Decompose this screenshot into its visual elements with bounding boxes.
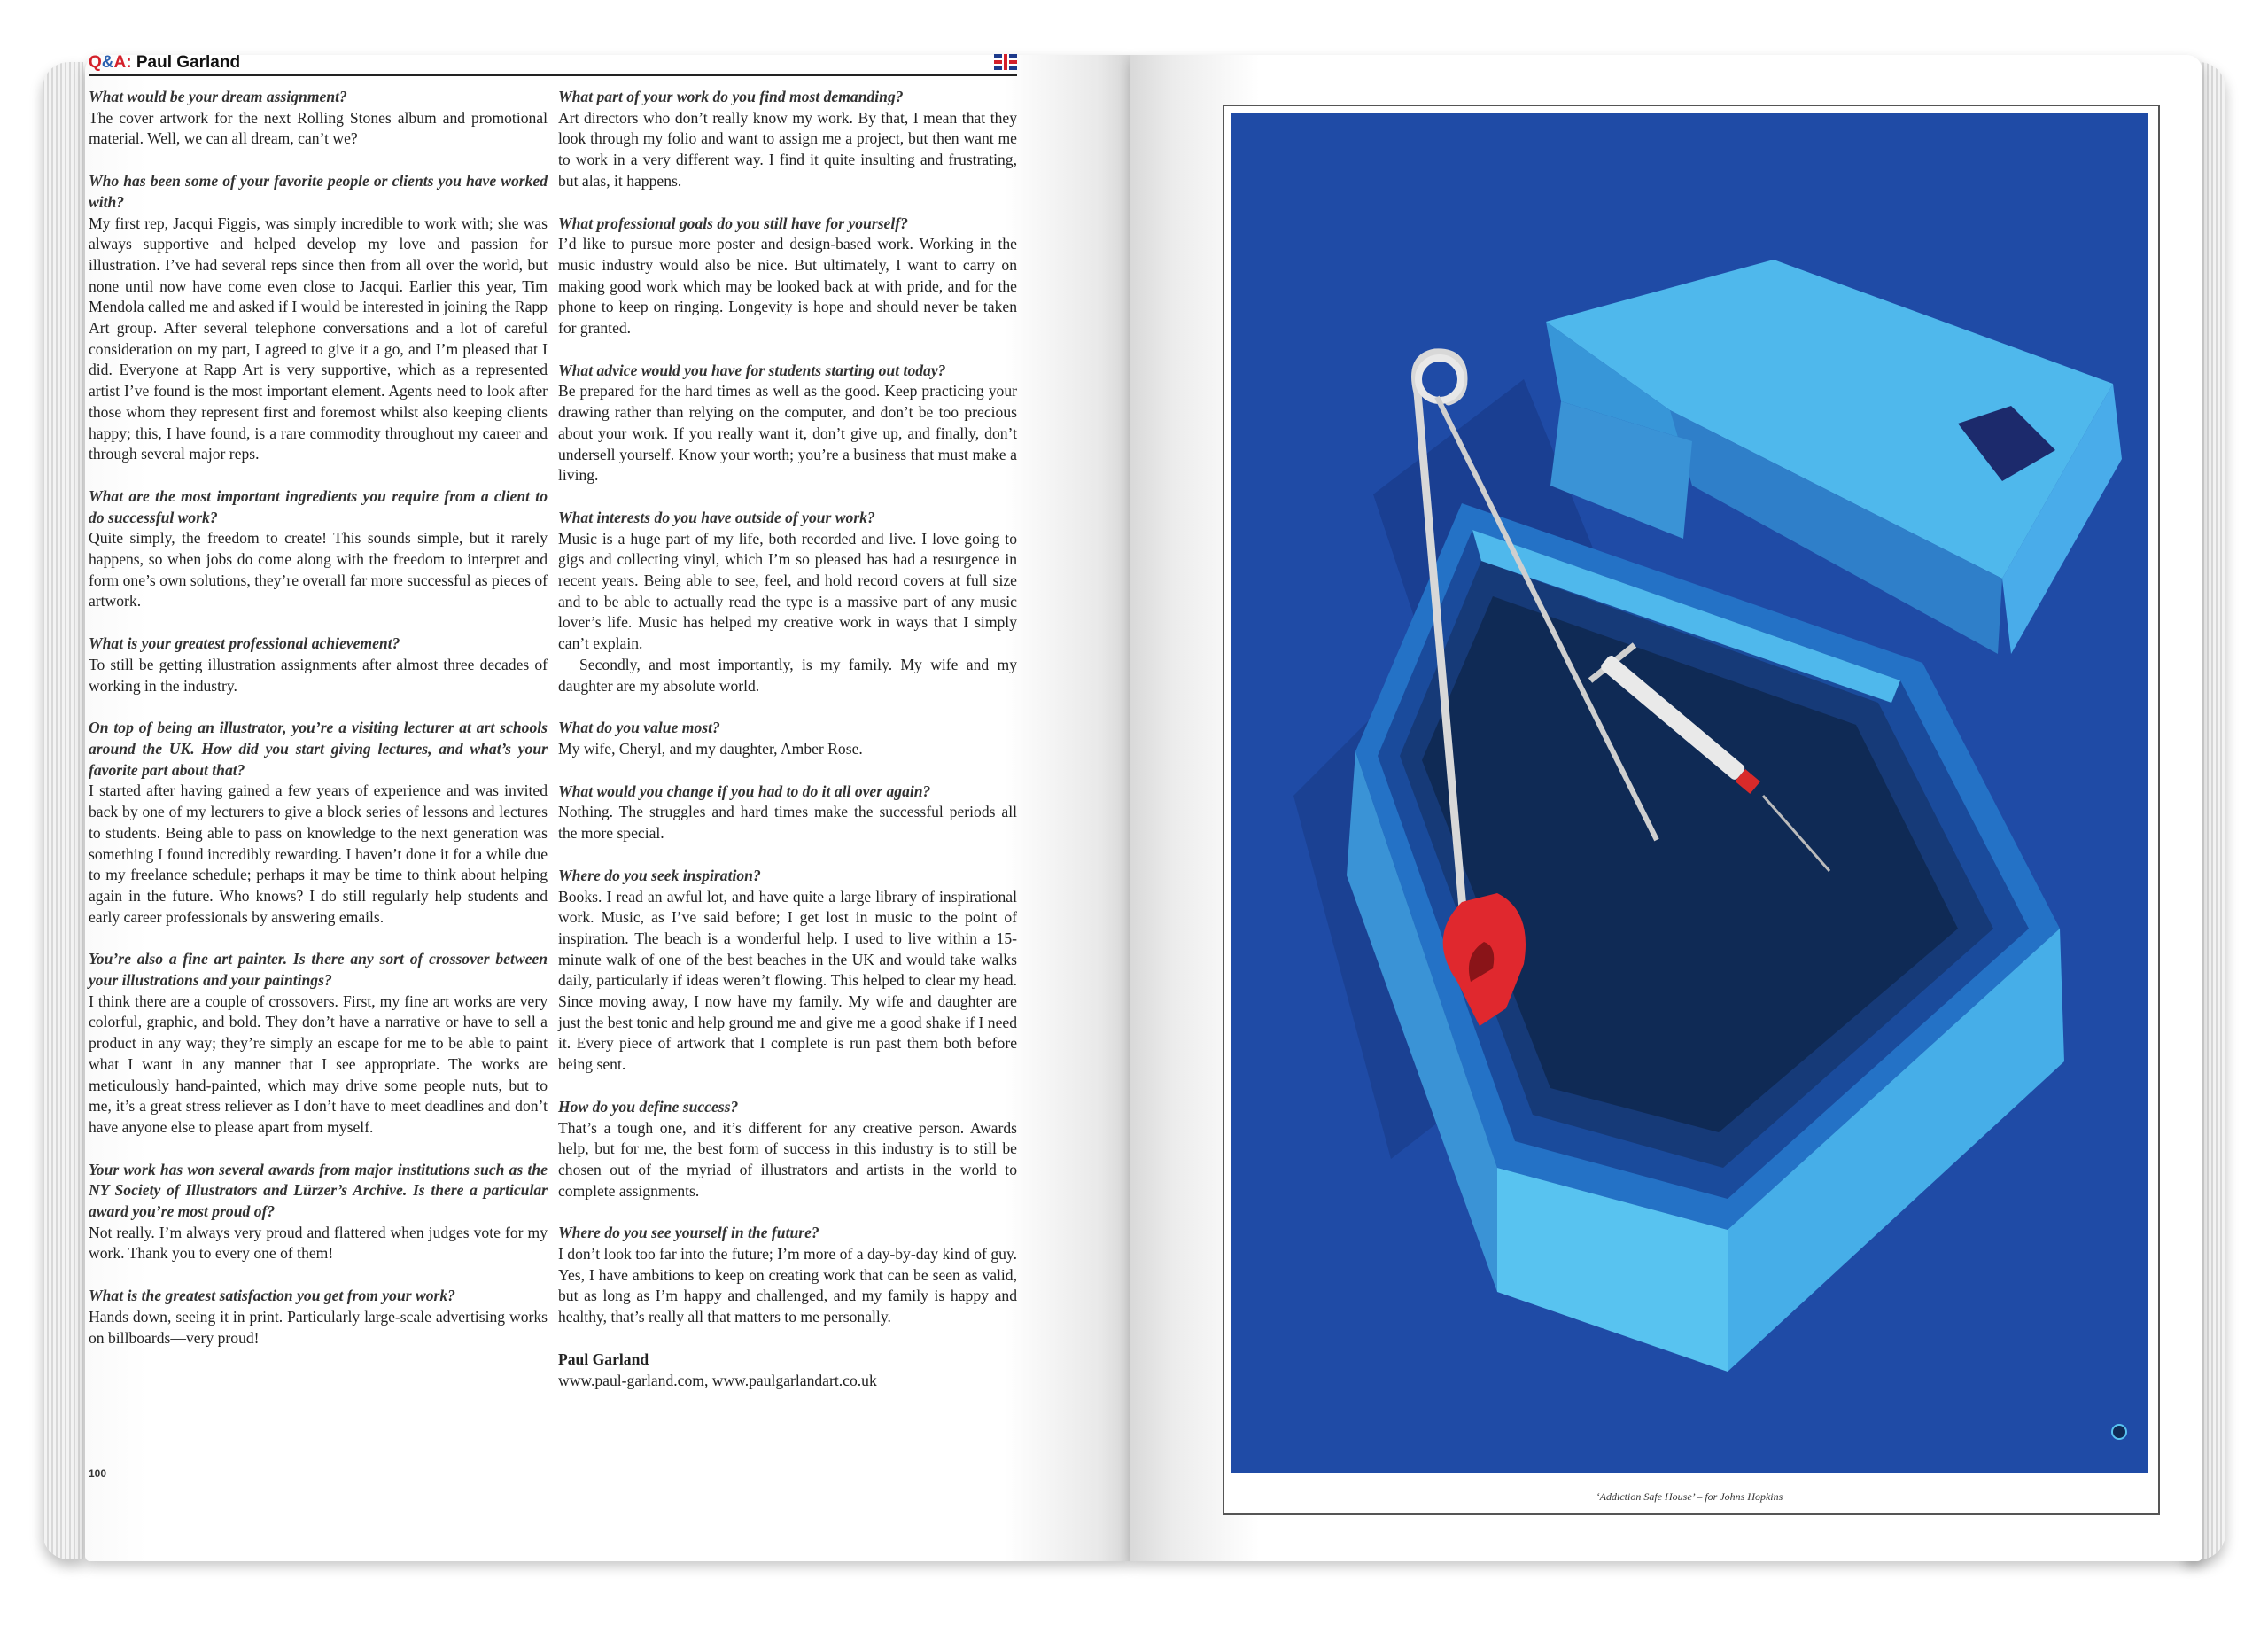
artist-signature-mark — [2112, 1425, 2126, 1439]
answer: Quite simply, the freedom to create! This sounds simple, but it rarely happens, so when jobs do come along with the freedom to interpret and form one’s own solutions, they’re overall far more successful as pieces of artwork. — [89, 529, 548, 610]
interview-column-right — [558, 87, 1017, 1412]
answer: Art directors who don’t really know my work. By that, I mean that they look through my folio and want to assign me a project, but then want me to work in a very different way. I find it quite insulting and frustrating, but alas, it happens. — [558, 108, 1017, 190]
answer: I’d like to pursue more poster and design-based work. Working in the music industry would also be nice. But ultimately, I want to carry on making good work which may be looked back at with pride, and for the phone to keep on ringing. Longevity is hope and should never be taken for granted. — [558, 235, 1017, 338]
qa-block — [89, 486, 548, 612]
question: Where do you seek inspiration? — [558, 866, 761, 884]
uk-flag-icon — [994, 54, 1017, 70]
qa-block — [558, 866, 1017, 1076]
qa-block — [558, 1223, 1017, 1328]
question: What are the most important ingredients you require from a client to do successful work? — [89, 486, 548, 526]
answer: My wife, Cheryl, and my daughter, Amber Rose. — [558, 739, 863, 758]
question: What advice would you have for students starting out today? — [558, 361, 946, 379]
author-website: www.paul-garland.com, www.paulgarlandart.co.uk — [558, 1371, 877, 1389]
qa-block — [558, 781, 1017, 844]
interview-column-left — [89, 87, 548, 1370]
qa-block — [89, 171, 548, 465]
qa-block — [558, 508, 1017, 696]
qa-block — [558, 718, 1017, 759]
question: What do you value most? — [558, 719, 720, 737]
question: What would be your dream assignment? — [89, 88, 347, 105]
qa-block — [89, 949, 548, 1138]
answer-continued: Secondly, and most importantly, is my family. My wife and my daughter are my absolute world. — [558, 655, 1017, 695]
answer: I started after having gained a few years of experience and was invited back by one of my lecturers to give a block series of lessons and lectures to students. Being able to pass on knowledge to the next generation was something I found incredibly rewarding. I haven’t done it for a while due to my freelance schedule; perhaps it may be time to think about helping again in the future. Who knows? I do still regularly help students and early career professionals by answering emails. — [89, 781, 548, 926]
question: What is your greatest professional achievement? — [89, 634, 400, 653]
qa-block — [558, 361, 1017, 486]
question: On top of being an illustrator, you’re a visiting lecturer at art schools around the UK. How did you start giving lectures, and what’s your favorite part about that? — [89, 719, 548, 779]
article-header — [89, 53, 1017, 76]
answer: Not really. I’m always very proud and flattered when judges vote for my work. Thank you to every one of them! — [89, 1223, 548, 1263]
question: What part of your work do you find most demanding? — [558, 88, 904, 105]
answer: Books. I read an awful lot, and have quite a large library of inspirational work. Music, as I’ve said before; I get lost in music to the point of inspiration. The beach is a wonderful help. I used to live within a 15-minute walk of one of the best beaches in the UK and would take walks daily, particularly if ideas weren’t flowing. This helped to clear my head. Since moving away, I now have my family. My wife and daughter are just the best tonic and help ground me and give me a good shake if I need it. Every piece of artwork that I complete is run past them both before being sent. — [558, 887, 1017, 1074]
question: What professional goals do you still have for yourself? — [558, 214, 908, 232]
qa-block — [89, 718, 548, 928]
question: Who has been some of your favorite people or clients you have worked with? — [89, 172, 548, 211]
qa-label: Q&A: — [89, 53, 132, 72]
answer: My first rep, Jacqui Figgis, was simply incredible to work with; she was always supportive and helped develop my love and passion for illustration. I’ve had several reps since then from all over the world, but none until now have come even close to Jacqui. Earlier this year, Tim Mendola called me and asked if I would be interested in joining the Rapp Art group. After several telephone conversations and a lot of careful consideration on my part, I agreed to give it a go, and I’m pleased that I did. Everyone at Rapp Art is very supportive, which as a represented artist I’ve found is the most important element. Agents need to look after those whom they represent first and foremost whilst also keeping clients happy; this, I have found, is a rare commodity throughout my career and through several major reps. — [89, 214, 548, 463]
answer: Be prepared for the hard times as well as the good. Keep practicing your drawing rather than relying on the computer, and don’t be too precious about your work. If you really want it, don’t give up, and finally, don’t undersell yourself. Know your worth; you’re a business that must make a living. — [558, 382, 1017, 485]
qa-block — [89, 87, 548, 150]
qa-block — [89, 634, 548, 696]
article-title: Paul Garland — [136, 53, 241, 72]
artwork-caption: ‘Addiction Safe House’ – for Johns Hopkins — [1596, 1490, 1783, 1503]
qa-block — [89, 1286, 548, 1349]
artwork-illustration — [1231, 113, 2148, 1473]
question: What is the greatest satisfaction you get from your work? — [89, 1287, 455, 1305]
qa-block — [89, 1160, 548, 1265]
answer: That’s a tough one, and it’s different for any creative person. Awards help, but for me, the best form of success in this industry is to still be chosen out of the myriad of illustrators and artists in the world to complete assignments. — [558, 1118, 1017, 1200]
answer: To still be getting illustration assignments after almost three decades of working in the industry. — [89, 655, 548, 695]
question: How do you define success? — [558, 1097, 739, 1116]
qa-block — [558, 87, 1017, 192]
author-name: Paul Garland — [558, 1349, 649, 1368]
question: What interests do you have outside of your work? — [558, 508, 875, 526]
question: Your work has won several awards from major institutions such as the NY Society of Illustrators and Lürzer’s Archive. Is there a particular award you’re most proud of? — [89, 1160, 548, 1221]
answer: Hands down, seeing it in print. Particularly large-scale advertising works on billboards—very proud! — [89, 1307, 548, 1347]
answer: Nothing. The struggles and hard times make the successful periods all the more special. — [558, 803, 1017, 843]
qa-block — [558, 1097, 1017, 1202]
signature — [558, 1349, 1017, 1391]
question: What would you change if you had to do it all over again? — [558, 781, 931, 800]
answer: Music is a huge part of my life, both recorded and live. I love going to gigs and collecting vinyl, which I’m so pleased has had a resurgence in recent years. Being able to see, feel, and hold record covers at full size and to be able to actually read the type is a massive part of any music lover’s life. Music has helped my creative work in ways that I simply can’t explain. — [558, 529, 1017, 653]
answer: The cover artwork for the next Rolling Stones album and promotional material. Well, we can all dream, can’t we? — [89, 108, 548, 148]
page-number-left: 100 — [89, 1467, 107, 1480]
qa-block — [558, 214, 1017, 339]
question: Where do you see yourself in the future? — [558, 1224, 819, 1242]
answer: I don’t look too far into the future; I’m more of a day-by-day kind of guy. Yes, I have ambitions to keep on creating work that can be seen as valid, but as long as I’m happy and challenged, and my family is happy and healthy, that’s really all that matters to me personally. — [558, 1245, 1017, 1326]
question: You’re also a fine art painter. Is there any sort of crossover between your illustrations and your paintings? — [89, 950, 548, 990]
answer: I think there are a couple of crossovers. First, my fine art works are very colorful, graphic, and bold. They don’t have a narrative or have to sell a product in any way; they’re simply an escape for me to be able to paint what I want in any manner that I see appropriate. The works are meticulously hand-painted, which may drive some people nuts, but to me, it’s a great stress reliever as I don’t have to meet deadlines and don’t have anyone else to please apart from myself. — [89, 991, 548, 1136]
